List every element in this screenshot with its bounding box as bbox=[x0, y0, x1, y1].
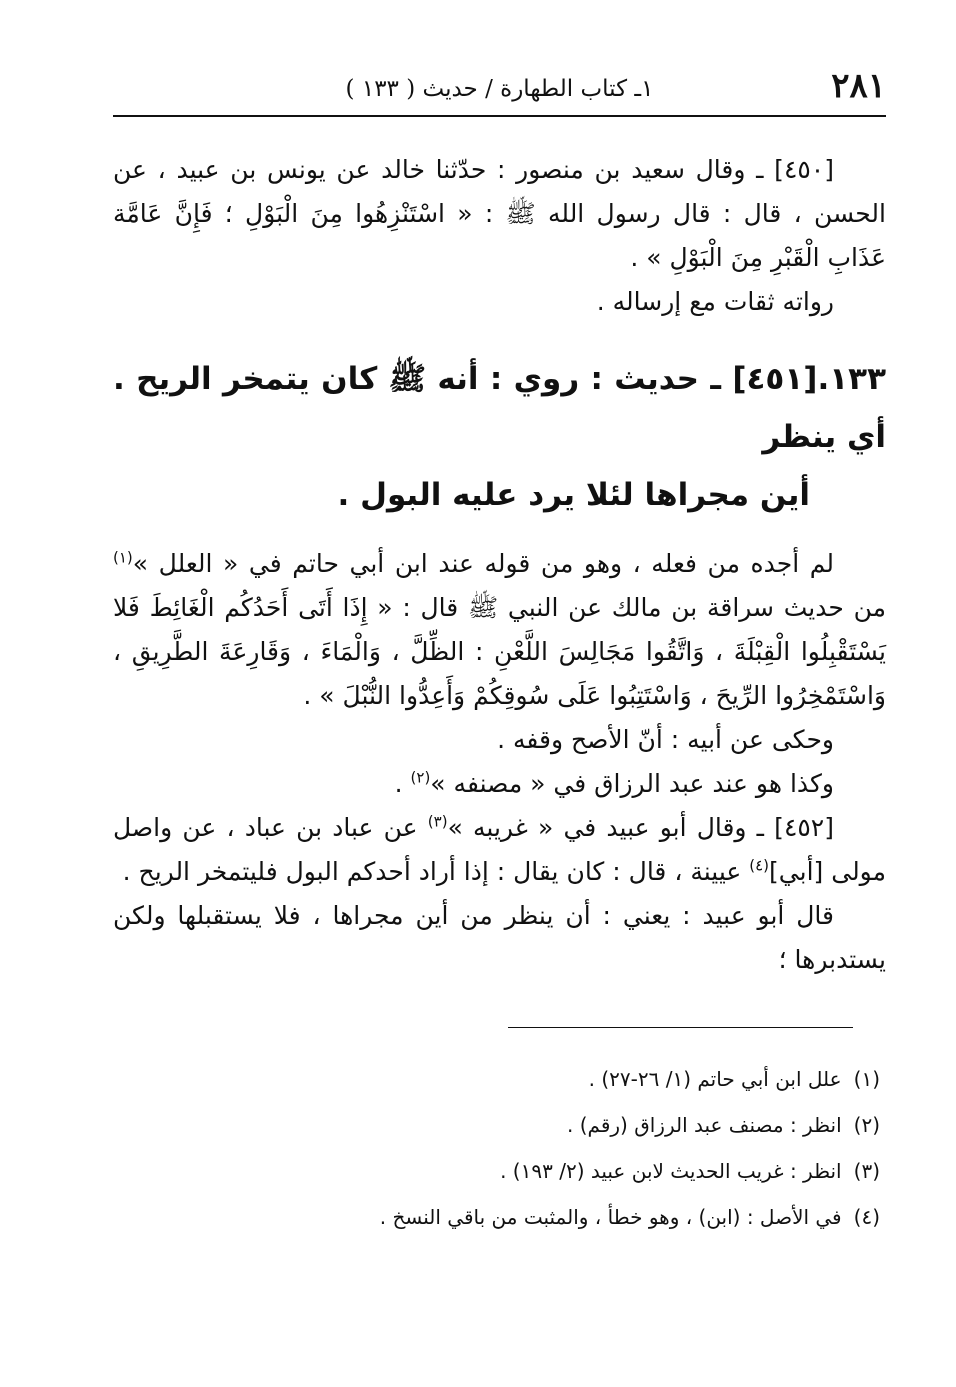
commentary-text-2: من حديث سراقة بن مالك عن النبي ﷺ قال : « إِذَا أَتَى أَحَدُكُم الْغَائِطَ فَلا يَسْتَقْبِلُوا الْقِبْلَةَ ، وَاتَّقُوا مَجَالِسَ اللَّعْنِ : الظِّلَّ ، وَالْمَاءَ ، وَقَارِعَةَ الطَّرِيقِ ، وَاسْتَمْخِرُوا الرِّيحَ ، وَاسْتَتِبُوا عَلَى سُوقِكُمْ وَأَعِدُّوا النُّبْلَ » . bbox=[113, 593, 886, 710]
footnote-3 bbox=[300, 1148, 880, 1194]
footnote-4 bbox=[300, 1194, 880, 1240]
footnote-text: في الأصل : (ابن) ، وهو خطأ ، والمثبت من باقي النسخ . bbox=[379, 1205, 842, 1229]
paragraph-452-text-2: عن عباد بن عباد ، عن واصل مولى [أبي] bbox=[113, 813, 886, 886]
footnotes bbox=[300, 1056, 880, 1240]
paragraph-452-text-1: [٤٥٢] ـ وقال أبو عبيد في « غريبه » bbox=[447, 813, 834, 842]
commentary-text-1: لم أجده من فعله ، وهو من قوله عند ابن أبي حاتم في « العلل » bbox=[132, 549, 834, 578]
footnote-ref-3: (٣) bbox=[427, 812, 448, 831]
footnote-marker: (٤) bbox=[853, 1205, 880, 1229]
paragraph-450-line-3: الْقَبْرِ مِنَ الْبَوْلِ » . bbox=[630, 243, 820, 272]
abdulrazzaq-end: . bbox=[394, 769, 411, 798]
paragraph-commentary bbox=[113, 542, 886, 718]
footnote-marker: (٣) bbox=[853, 1159, 880, 1183]
abdulrazzaq-text: وكذا هو عند عبد الرزاق في « مصنفه » bbox=[430, 769, 834, 798]
page-header bbox=[113, 66, 886, 116]
heading-line-1: ١٣٣.[٤٥١] ـ حديث : روي : أنه ﷺ كان يتمخر الريح . أي ينظر bbox=[113, 361, 886, 455]
footnote-ref-2: (٢) bbox=[410, 768, 431, 787]
footnote-ref-1: (١) bbox=[113, 548, 133, 567]
footnote-rule bbox=[508, 1027, 853, 1028]
hadith-133-heading bbox=[113, 350, 886, 524]
footnote-text: انظر : غريب الحديث لابن عبيد (٢/ ١٩٣) . bbox=[500, 1159, 842, 1183]
paragraph-narrators-note: رواته ثقات مع إرساله . bbox=[596, 287, 834, 316]
footnote-2 bbox=[300, 1102, 880, 1148]
running-title: ١ـ كتاب الطهارة / حديث ( ١٣٣ ) bbox=[345, 76, 654, 102]
heading-line-2: أين مجراها لئلا يرد عليه البول . bbox=[337, 477, 810, 513]
paragraph-abu-ubayd: قال أبو عبيد : يعني : أن ينظر من أين مجراها ، فلا يستقبلها ولكن يستدبرها ؛ bbox=[113, 901, 886, 974]
page-number: ٢٨١ bbox=[831, 66, 886, 106]
paragraph-450-line-1: [٤٥٠] ـ وقال سعيد بن منصور : حدّثنا خالد عن يونس بن عبيد ، عن bbox=[113, 155, 834, 184]
footnote-text: انظر : مصنف عبد الرزاق (رقم) . bbox=[567, 1113, 842, 1137]
paragraph-abdulrazzaq-note bbox=[113, 762, 886, 806]
paragraph-452-text-3: عيينة ، قال : كان يقال : إذا أراد أحدكم البول فليتمخر الريح . bbox=[122, 857, 750, 886]
main-text bbox=[113, 148, 886, 982]
footnote-ref-4: (٤) bbox=[749, 856, 770, 875]
footnote-1 bbox=[300, 1056, 880, 1102]
footnote-marker: (٢) bbox=[853, 1113, 880, 1137]
footnote-text: علل ابن أبي حاتم (١/ ٢٦-٢٧) . bbox=[588, 1067, 842, 1091]
paragraph-father-note: وحكى عن أبيه : أنّ الأصح وقفه . bbox=[497, 725, 834, 754]
paragraph-450 bbox=[113, 148, 886, 280]
footnote-marker: (١) bbox=[853, 1067, 880, 1091]
paragraph-450-line-2: الحسن ، قال : قال رسول الله ﷺ : « اسْتَنْزِهُوا مِنَ الْبَوْلِ ؛ فَإِنَّ عَامَّة عَذَابِ bbox=[113, 199, 886, 272]
paragraph-452 bbox=[113, 806, 886, 894]
header-rule bbox=[113, 115, 886, 117]
